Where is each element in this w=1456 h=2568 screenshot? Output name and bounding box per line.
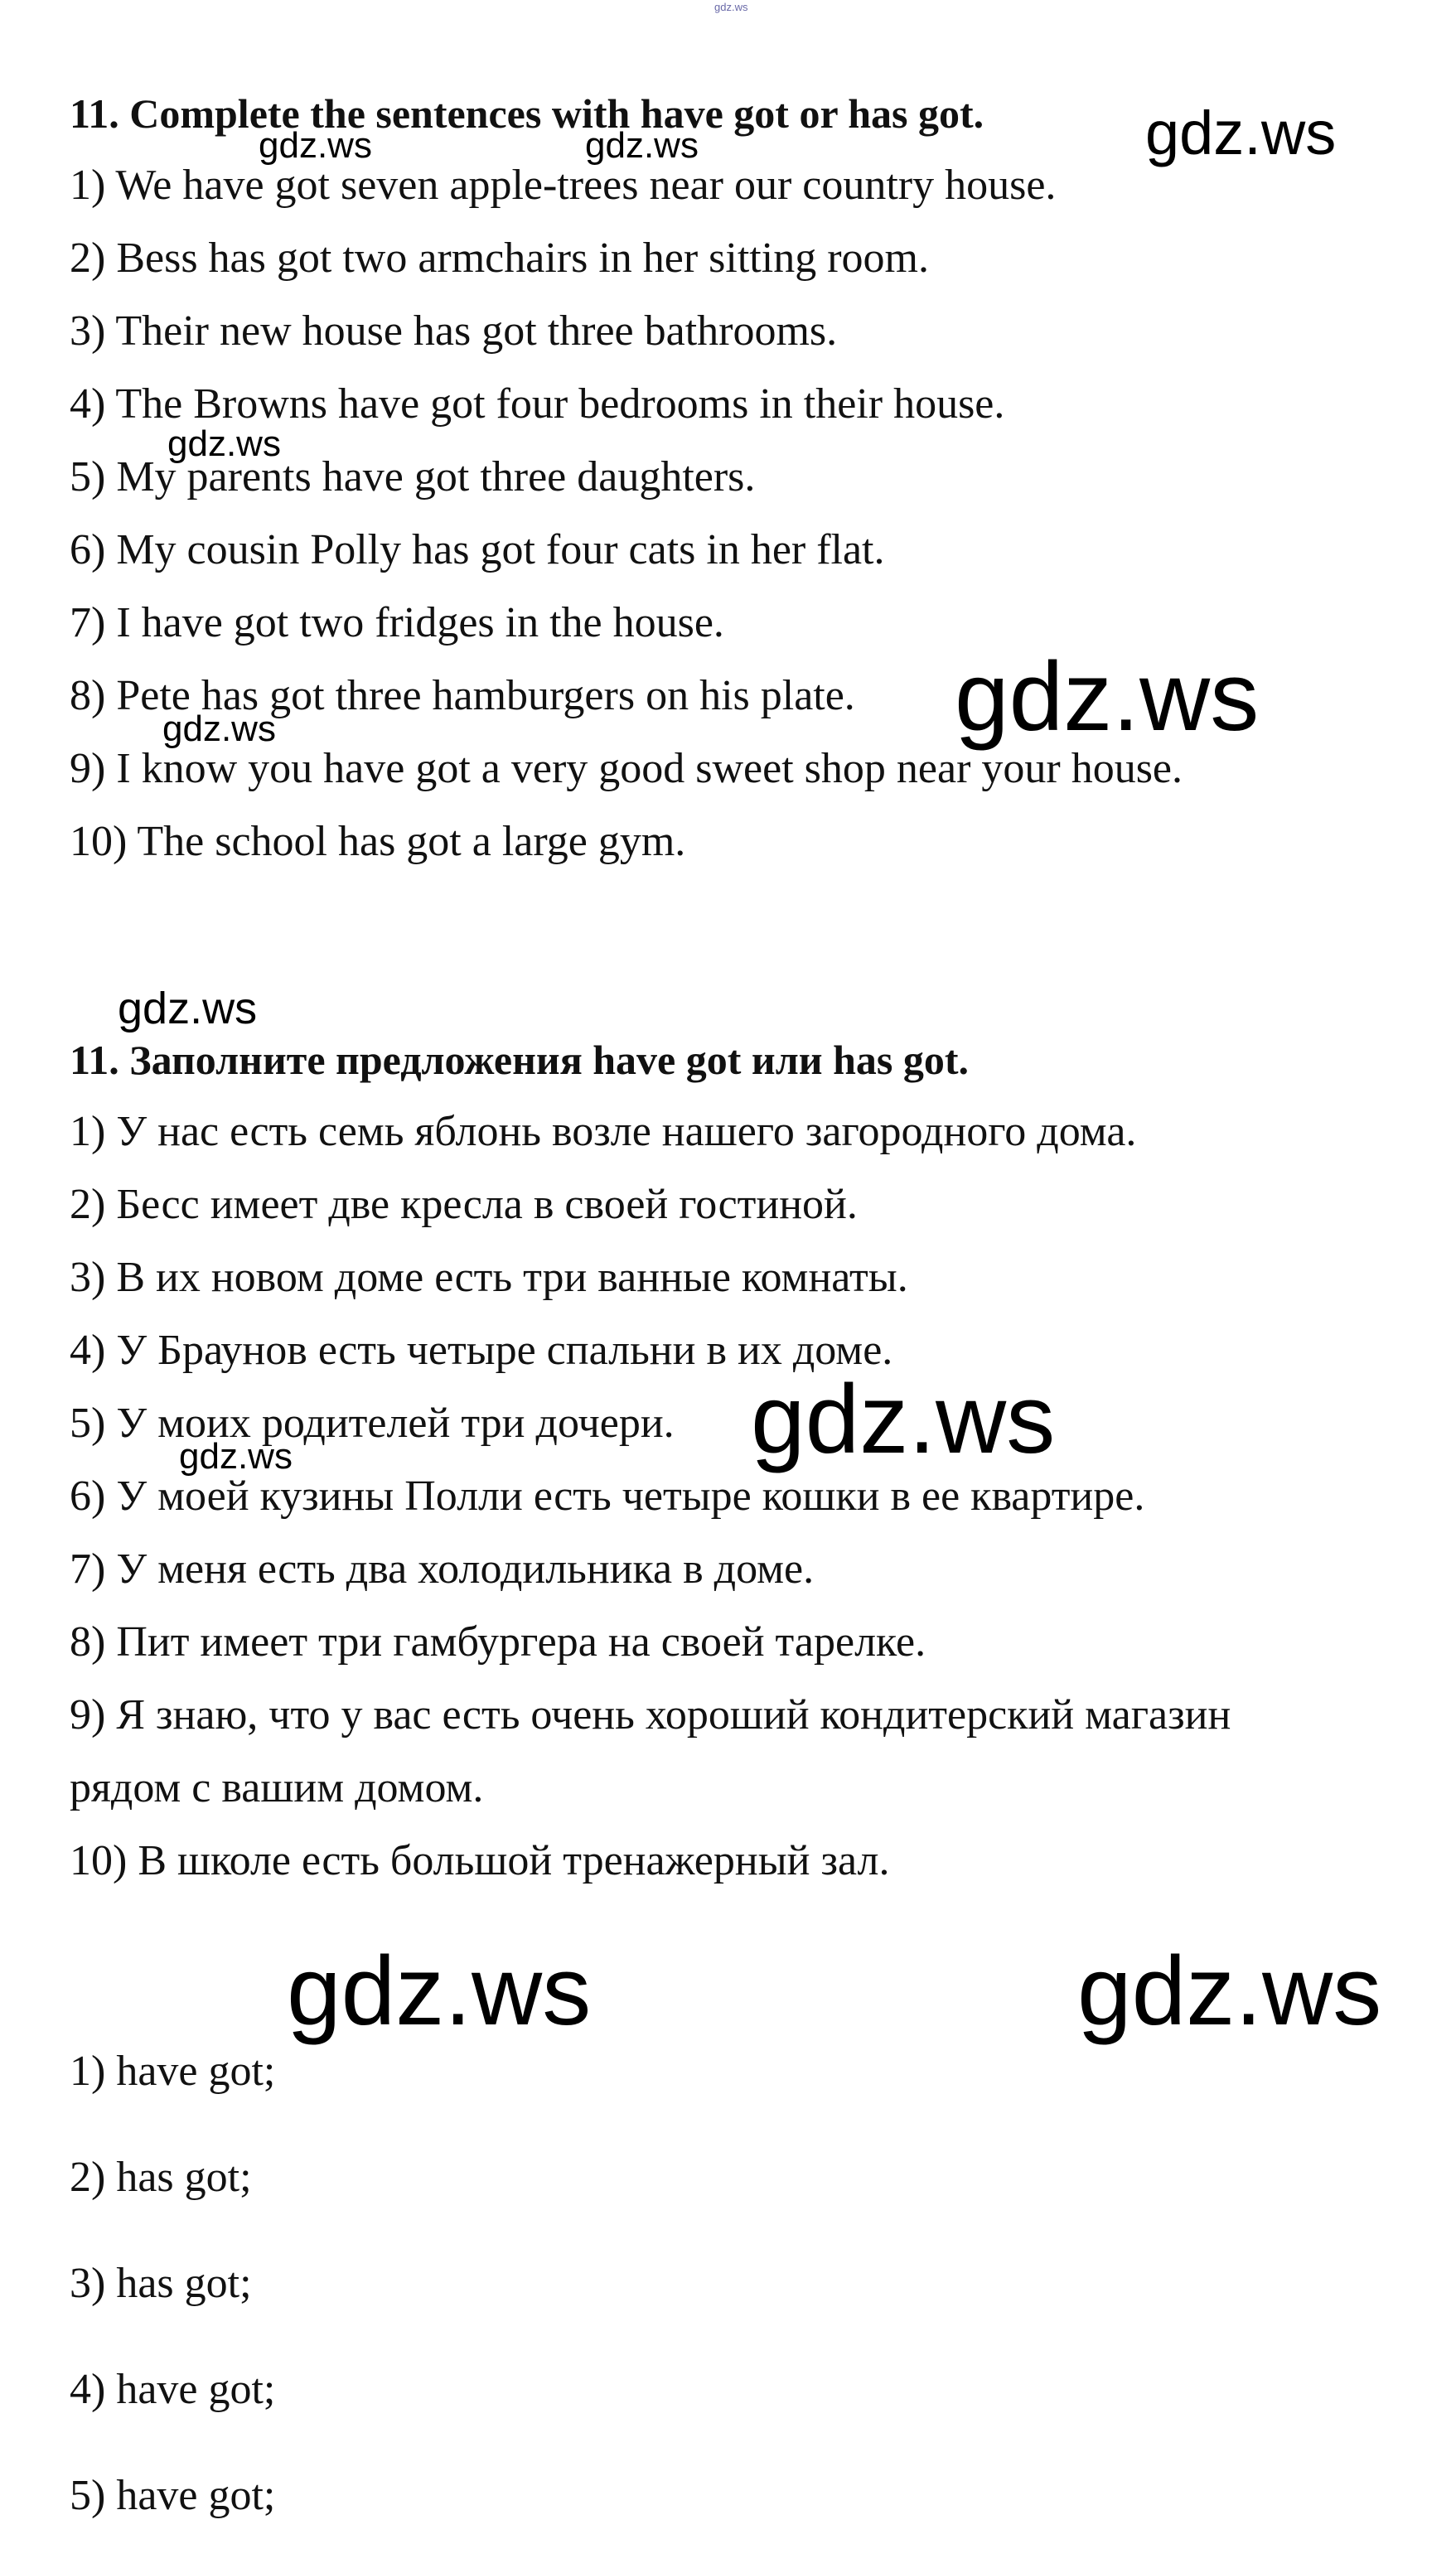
- watermark: gdz.ws: [1145, 99, 1337, 167]
- watermark: gdz.ws: [1077, 1937, 1382, 2046]
- exercise-heading-en: 11. Complete the sentences with have got or has got.: [70, 90, 984, 137]
- sentence-ru-7: 7) У меня есть два холодильника в доме.: [70, 1545, 815, 1593]
- sentence-en-1: 1) We have got seven apple-trees near our country house.: [70, 162, 1057, 209]
- sentence-ru-5: 5) У моих родителей три дочери.: [70, 1400, 675, 1447]
- answer-3: 3) has got;: [70, 2260, 252, 2307]
- sentence-en-9: 9) I know you have got a very good sweet shop near your house.: [70, 745, 1183, 792]
- watermark: gdz.ws: [955, 642, 1260, 752]
- watermark: gdz.ws: [287, 1937, 592, 2046]
- sentence-en-3: 3) Their new house has got three bathrooms.: [70, 307, 838, 355]
- sentence-ru-10: 10) В школе есть большой тренажерный зал.: [70, 1837, 890, 1884]
- sentence-en-2: 2) Bess has got two armchairs in her sitting room.: [70, 235, 929, 282]
- watermark: gdz.ws: [751, 1365, 1056, 1474]
- watermark: gdz.ws: [167, 423, 281, 464]
- answer-5: 5) have got;: [70, 2472, 276, 2519]
- exercise-heading-ru: 11. Заполните предложения have got или has got.: [70, 1037, 969, 1083]
- watermark-tiny: gdz.ws: [714, 1, 748, 13]
- sentence-en-7: 7) I have got two fridges in the house.: [70, 599, 724, 646]
- sentence-ru-4: 4) У Браунов есть четыре спальни в их доме.: [70, 1327, 893, 1374]
- sentence-ru-6: 6) У моей кузины Полли есть четыре кошки в ее квартире.: [70, 1473, 1145, 1520]
- sentence-en-10: 10) The school has got a large gym.: [70, 818, 686, 865]
- answer-1: 1) have got;: [70, 2048, 276, 2095]
- sentence-en-4: 4) The Browns have got four bedrooms in their house.: [70, 380, 1005, 428]
- watermark: gdz.ws: [259, 125, 372, 166]
- sentence-ru-3: 3) В их новом доме есть три ванные комнаты.: [70, 1254, 908, 1301]
- answer-4: 4) have got;: [70, 2366, 276, 2413]
- watermark: gdz.ws: [585, 125, 699, 166]
- sentence-ru-8: 8) Пит имеет три гамбургера на своей тарелке.: [70, 1618, 926, 1666]
- sentence-en-8: 8) Pete has got three hamburgers on his plate.: [70, 672, 855, 719]
- watermark: gdz.ws: [162, 708, 276, 749]
- watermark: gdz.ws: [118, 984, 258, 1033]
- sentence-en-6: 6) My cousin Polly has got four cats in her flat.: [70, 526, 885, 573]
- sentence-ru-9-continued: рядом с вашим домом.: [70, 1764, 484, 1811]
- sentence-ru-1: 1) У нас есть семь яблонь возле нашего загородного дома.: [70, 1108, 1137, 1155]
- watermark: gdz.ws: [179, 1436, 293, 1477]
- sentence-en-5: 5) My parents have got three daughters.: [70, 453, 756, 501]
- sentence-ru-9: 9) Я знаю, что у вас есть очень хороший кондитерский магазин: [70, 1691, 1231, 1739]
- sentence-ru-2: 2) Бесс имеет две кресла в своей гостиной.: [70, 1181, 858, 1228]
- answer-2: 2) has got;: [70, 2154, 252, 2201]
